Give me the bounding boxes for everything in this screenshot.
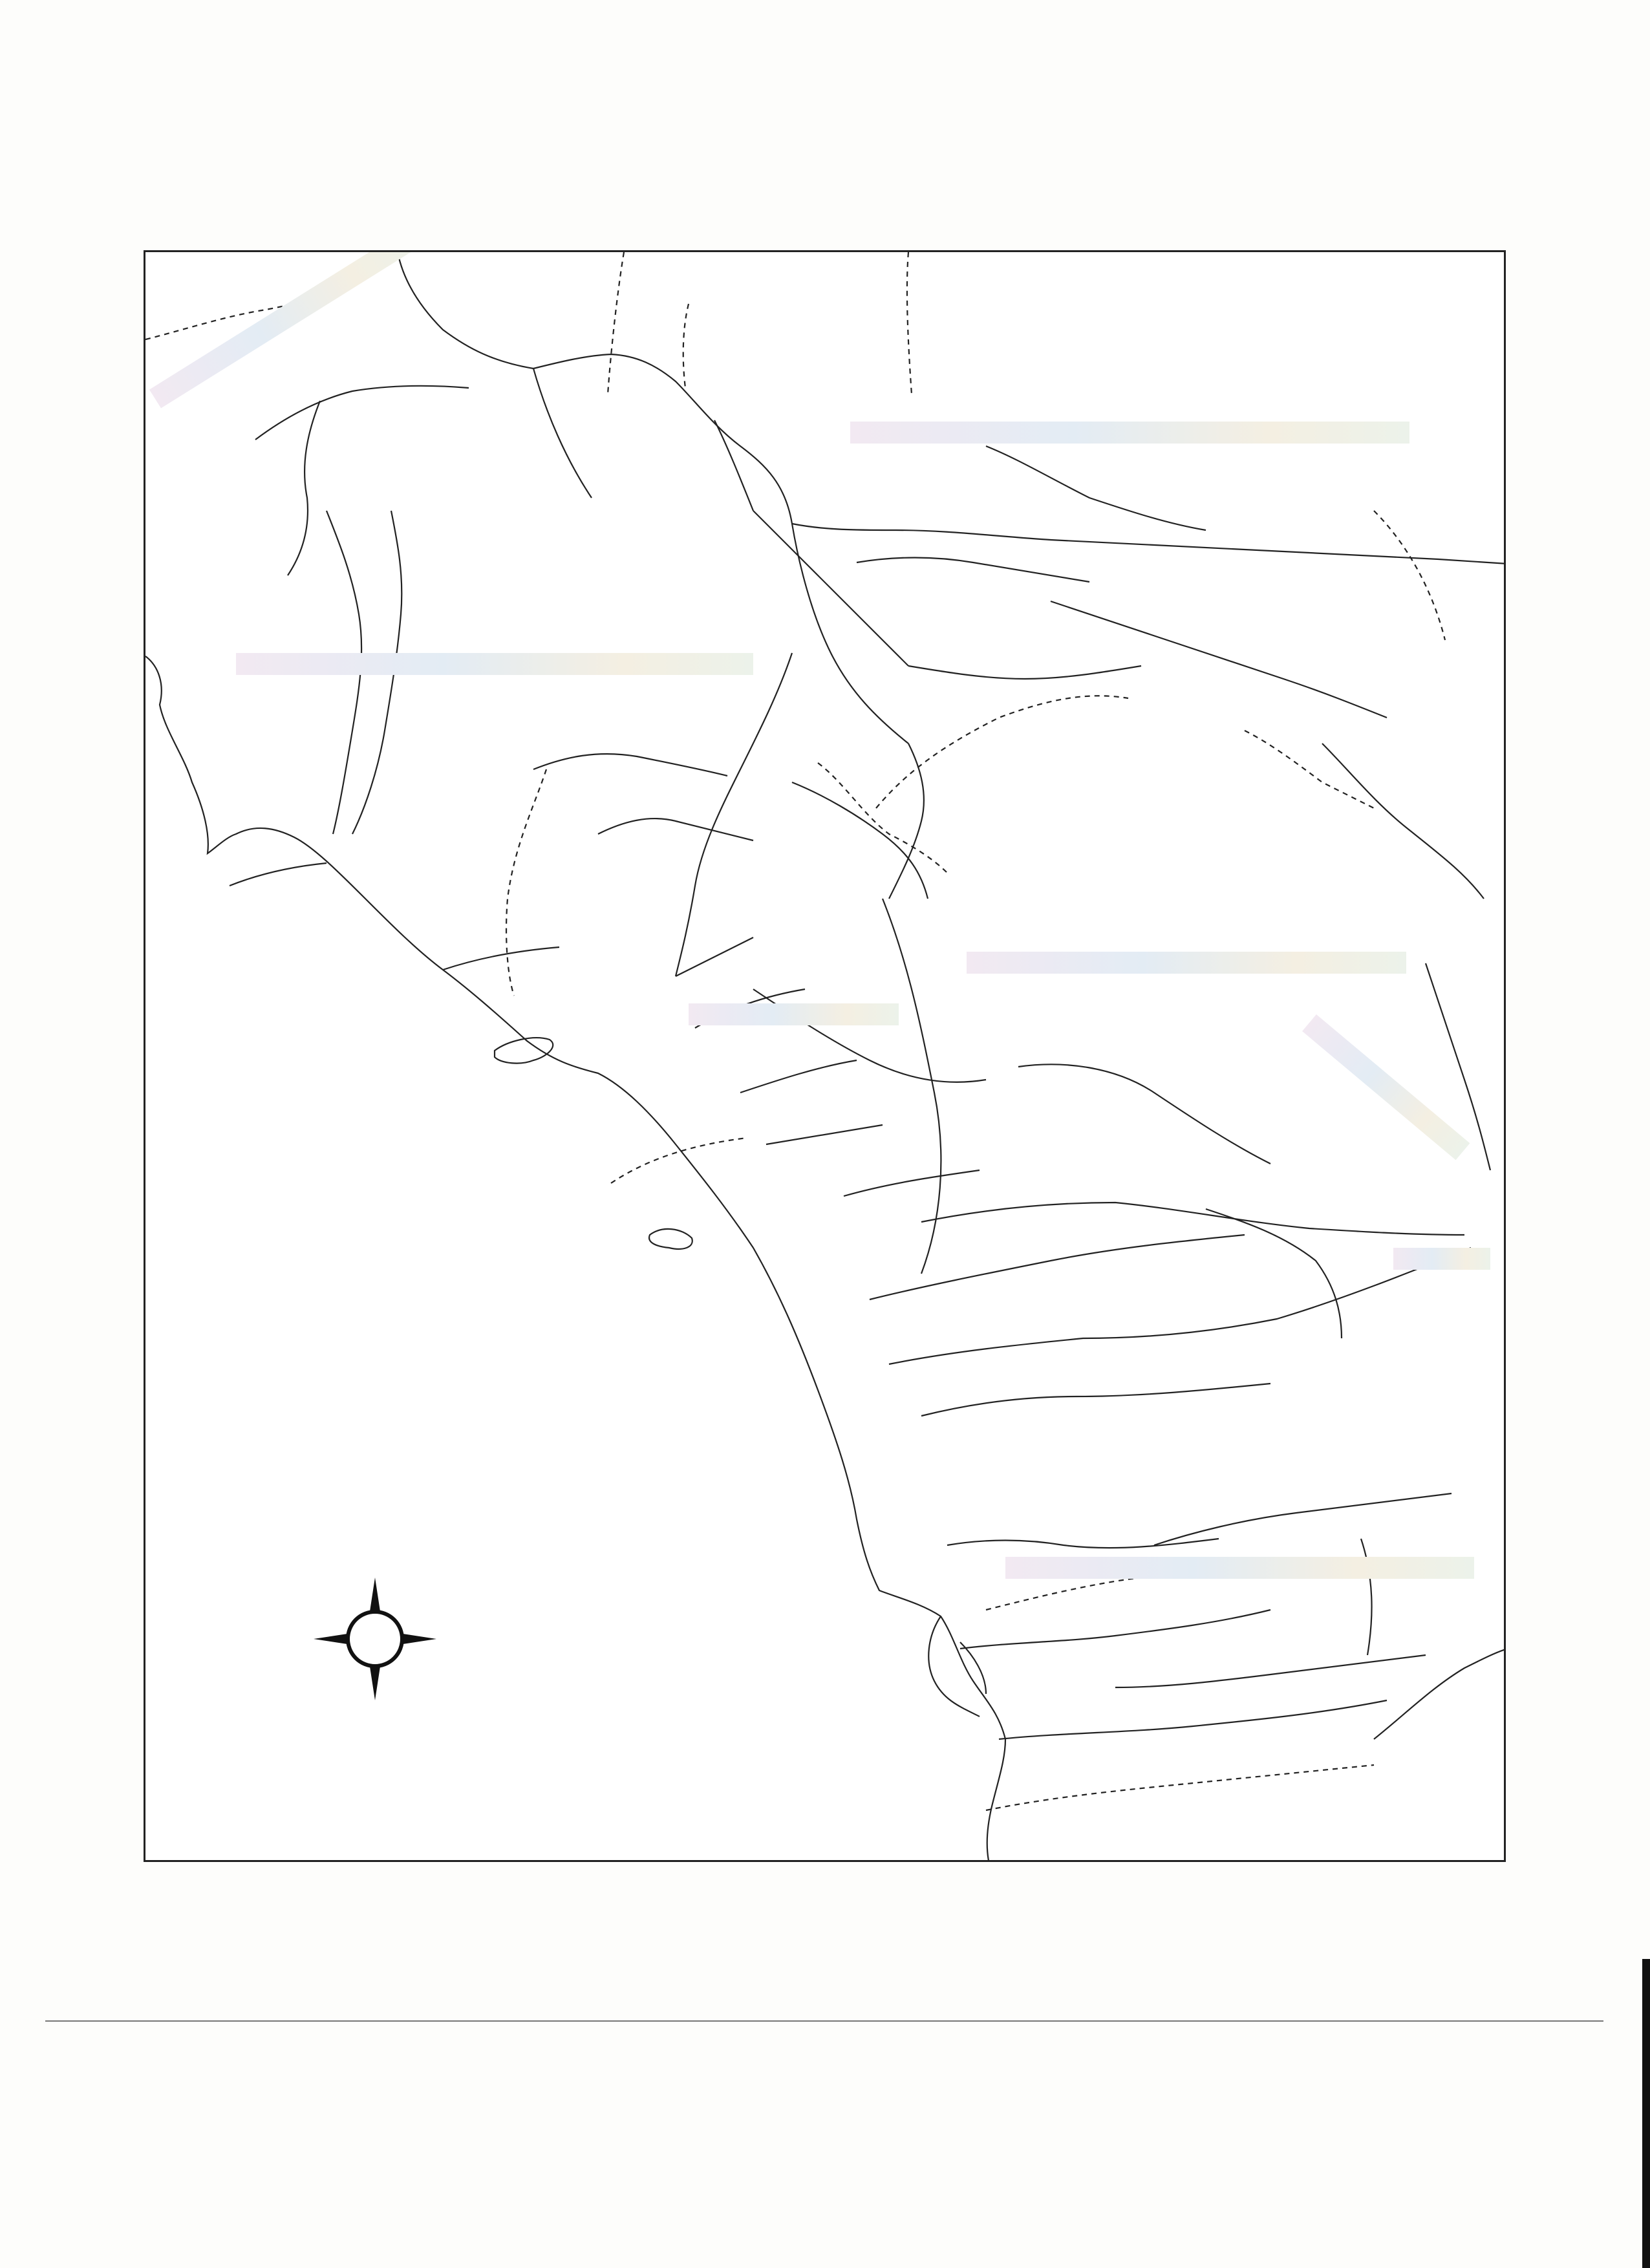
coastline <box>145 656 1005 1862</box>
map-frame <box>144 250 1506 1862</box>
page-divider <box>45 2020 1603 2022</box>
territory-serrano <box>850 422 1409 444</box>
territory-diegueno <box>1005 1557 1474 1579</box>
scan-edge-right <box>1642 1959 1650 2268</box>
catalina-island <box>495 1038 553 1063</box>
compass-rose <box>307 1571 443 1707</box>
territory-juaneno <box>689 1003 899 1025</box>
territory-cupeno <box>1393 1248 1490 1270</box>
territory-luiseno <box>967 952 1406 974</box>
san-clemente-island <box>649 1229 692 1249</box>
territory-gabrielino <box>236 653 753 675</box>
